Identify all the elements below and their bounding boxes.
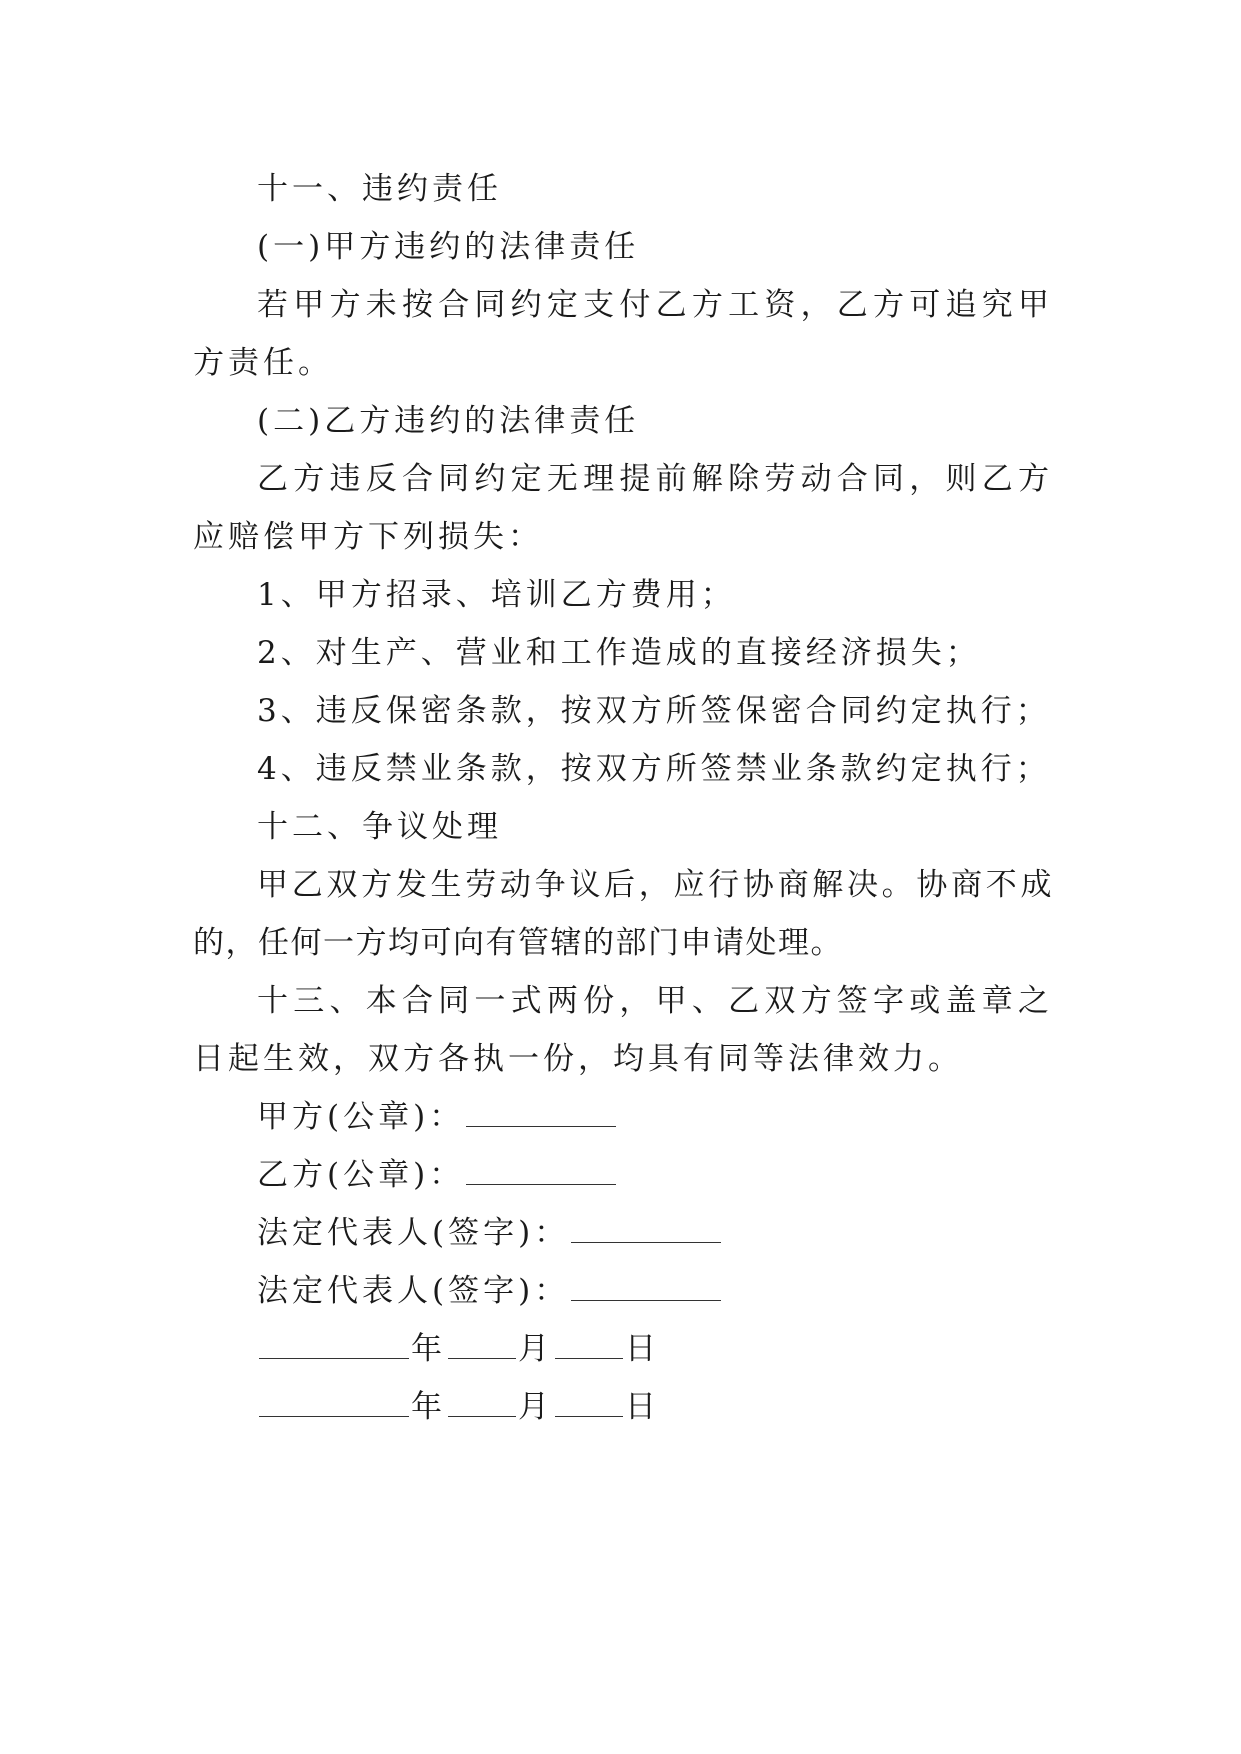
date-2-month-blank[interactable] — [448, 1386, 516, 1417]
date-1-month-label: 月 — [518, 1331, 553, 1367]
date-line-1 — [193, 1320, 1053, 1378]
party-b-seal-label: 乙方(公章)： — [257, 1157, 465, 1193]
date-2-day-label: 日 — [625, 1389, 660, 1425]
legal-rep-2-label: 法定代表人(签字)： — [257, 1273, 570, 1309]
party-b-seal-line — [193, 1146, 1053, 1204]
clause-party-b-breach-text: 乙方违反合同约定无理提前解除劳动合同，则乙方应赔偿甲方下列损失： — [193, 461, 1053, 555]
date-line-2 — [193, 1378, 1053, 1436]
section-12-heading: 十二、争议处理 — [257, 809, 502, 845]
clause-party-b-breach-heading: (二)乙方违约的法律责任 — [257, 403, 640, 439]
date-2-year-blank[interactable] — [259, 1386, 409, 1417]
loss-item-4: 4、违反禁业条款，按双方所签禁业条款约定执行； — [257, 751, 1051, 787]
legal-rep-2-blank[interactable] — [571, 1270, 721, 1301]
document-body — [193, 160, 1053, 1436]
section-11-heading: 十一、违约责任 — [257, 171, 502, 207]
party-a-seal-label: 甲方(公章)： — [257, 1099, 465, 1135]
date-1-month-blank[interactable] — [448, 1328, 516, 1359]
date-1-year-label: 年 — [411, 1331, 446, 1367]
loss-item-3: 3、违反保密条款，按双方所签保密合同约定执行； — [257, 693, 1051, 729]
clause-party-a-breach-heading: (一)甲方违约的法律责任 — [257, 229, 640, 265]
clause-party-a-breach-text: 若甲方未按合同约定支付乙方工资，乙方可追究甲方责任。 — [193, 287, 1053, 381]
dispute-text: 甲乙双方发生劳动争议后，应行协商解决。协商不成的，任何一方均可向有管辖的部门申请处理。 — [193, 867, 1053, 961]
party-b-seal-blank[interactable] — [466, 1154, 616, 1185]
party-a-seal-blank[interactable] — [466, 1096, 616, 1127]
date-1-day-blank[interactable] — [555, 1328, 623, 1359]
loss-item-1: 1、甲方招录、培训乙方费用； — [257, 577, 736, 613]
party-a-seal-line — [193, 1088, 1053, 1146]
date-1-day-label: 日 — [625, 1331, 660, 1367]
date-2-month-label: 月 — [518, 1389, 553, 1425]
section-13-text: 十三、本合同一式两份，甲、乙双方签字或盖章之日起生效，双方各执一份，均具有同等法律效力。 — [193, 983, 1053, 1077]
legal-rep-1-line — [193, 1204, 1053, 1262]
legal-rep-1-label: 法定代表人(签字)： — [257, 1215, 570, 1251]
legal-rep-1-blank[interactable] — [571, 1212, 721, 1243]
date-2-year-label: 年 — [411, 1389, 446, 1425]
date-2-day-blank[interactable] — [555, 1386, 623, 1417]
date-1-year-blank[interactable] — [259, 1328, 409, 1359]
loss-item-2: 2、对生产、营业和工作造成的直接经济损失； — [257, 635, 981, 671]
legal-rep-2-line — [193, 1262, 1053, 1320]
